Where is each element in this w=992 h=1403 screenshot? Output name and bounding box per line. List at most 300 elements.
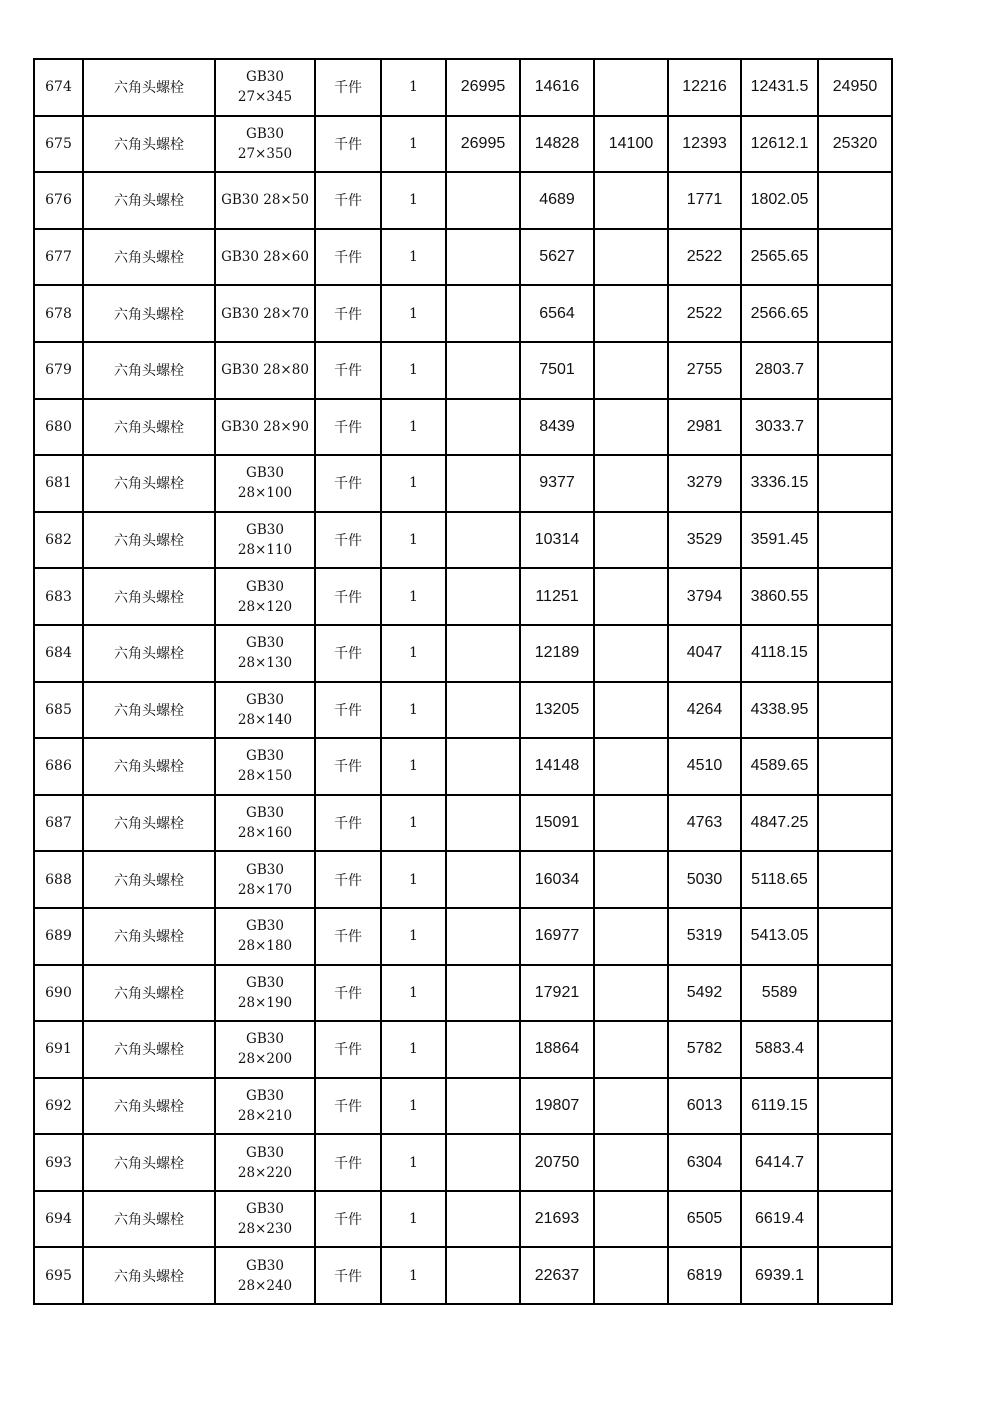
- price-cell-6: [446, 512, 520, 569]
- price-cell-6: [446, 625, 520, 682]
- table-row: [34, 682, 892, 739]
- price-cell-6: [446, 568, 520, 625]
- price-cell-9: 2981: [668, 399, 741, 456]
- price-cell-6: [446, 851, 520, 908]
- quantity-cell: 1: [381, 965, 446, 1022]
- table-row: [34, 116, 892, 173]
- spec-line: GB30: [246, 522, 284, 539]
- table-row: [34, 1021, 892, 1078]
- spec-line: GB30: [246, 861, 284, 878]
- spec-line: GB30: [246, 125, 284, 142]
- price-cell-7: 19807: [520, 1078, 594, 1135]
- quantity-cell: 1: [381, 738, 446, 795]
- table-row: [34, 851, 892, 908]
- row-number-cell: 679: [34, 342, 83, 399]
- item-name-cell: 六角头螺栓: [83, 116, 215, 173]
- row-number-cell: 683: [34, 568, 83, 625]
- spec-line: GB30: [246, 974, 284, 991]
- price-cell-11: [818, 342, 892, 399]
- price-cell-9: 3279: [668, 455, 741, 512]
- price-cell-9: 5782: [668, 1021, 741, 1078]
- price-cell-8: [594, 229, 668, 286]
- price-cell-8: [594, 1247, 668, 1304]
- price-cell-10: 3591.45: [741, 512, 818, 569]
- price-cell-9: 2522: [668, 229, 741, 286]
- row-number-cell: 685: [34, 682, 83, 739]
- price-cell-7: 10314: [520, 512, 594, 569]
- row-number-cell: 687: [34, 795, 83, 852]
- price-cell-6: [446, 342, 520, 399]
- row-number-cell: 677: [34, 229, 83, 286]
- row-number-cell: 678: [34, 285, 83, 342]
- row-number-cell: 684: [34, 625, 83, 682]
- table-row: [34, 285, 892, 342]
- price-cell-8: [594, 795, 668, 852]
- quantity-cell: 1: [381, 229, 446, 286]
- price-cell-7: 21693: [520, 1191, 594, 1248]
- price-cell-6: [446, 965, 520, 1022]
- spec-cell: [215, 1021, 315, 1078]
- spec-cell: [215, 568, 315, 625]
- spec-line: GB30: [246, 748, 284, 765]
- row-number-cell: 694: [34, 1191, 83, 1248]
- quantity-cell: 1: [381, 682, 446, 739]
- quantity-cell: 1: [381, 908, 446, 965]
- price-cell-11: [818, 738, 892, 795]
- table-row: [34, 455, 892, 512]
- spec-cell: [215, 342, 315, 399]
- price-cell-6: [446, 172, 520, 229]
- quantity-cell: 1: [381, 1247, 446, 1304]
- spec-line: 28×140: [237, 711, 293, 728]
- table-row: [34, 568, 892, 625]
- price-cell-11: [818, 512, 892, 569]
- spec-line: 28×190: [237, 994, 293, 1011]
- price-cell-10: 5589: [741, 965, 818, 1022]
- table-row: [34, 399, 892, 456]
- unit-cell: 千件: [315, 965, 381, 1022]
- price-cell-8: 14100: [594, 116, 668, 173]
- price-cell-10: 2565.65: [741, 229, 818, 286]
- unit-cell: 千件: [315, 851, 381, 908]
- spec-line: 28×230: [237, 1221, 293, 1238]
- price-cell-10: 6939.1: [741, 1247, 818, 1304]
- price-cell-9: 6013: [668, 1078, 741, 1135]
- table-row: [34, 512, 892, 569]
- row-number-cell: 691: [34, 1021, 83, 1078]
- price-cell-8: [594, 738, 668, 795]
- spec-line: GB30: [246, 691, 284, 708]
- unit-cell: 千件: [315, 59, 381, 116]
- item-name-cell: 六角头螺栓: [83, 59, 215, 116]
- table-row: [34, 738, 892, 795]
- spec-cell: [215, 851, 315, 908]
- unit-cell: 千件: [315, 1134, 381, 1191]
- price-cell-8: [594, 285, 668, 342]
- price-cell-8: [594, 682, 668, 739]
- item-name-cell: 六角头螺栓: [83, 342, 215, 399]
- spec-line: 28×220: [237, 1164, 293, 1181]
- spec-line: GB30: [246, 805, 284, 822]
- price-cell-8: [594, 965, 668, 1022]
- price-cell-11: [818, 1247, 892, 1304]
- price-cell-10: 6414.7: [741, 1134, 818, 1191]
- price-cell-7: 13205: [520, 682, 594, 739]
- price-cell-9: 4264: [668, 682, 741, 739]
- item-name-cell: 六角头螺栓: [83, 512, 215, 569]
- item-name-cell: 六角头螺栓: [83, 285, 215, 342]
- spec-cell: [215, 625, 315, 682]
- unit-cell: 千件: [315, 229, 381, 286]
- table-row: [34, 1078, 892, 1135]
- table-row: [34, 229, 892, 286]
- price-cell-7: 9377: [520, 455, 594, 512]
- quantity-cell: 1: [381, 568, 446, 625]
- spec-line: 27×345: [237, 89, 293, 106]
- unit-cell: 千件: [315, 512, 381, 569]
- price-cell-10: 1802.05: [741, 172, 818, 229]
- price-cell-10: 6619.4: [741, 1191, 818, 1248]
- spec-line: GB30: [246, 1257, 284, 1274]
- price-cell-9: 4763: [668, 795, 741, 852]
- price-table: [33, 58, 893, 1305]
- price-cell-11: [818, 851, 892, 908]
- spec-line: GB30: [246, 69, 284, 86]
- price-cell-6: [446, 908, 520, 965]
- spec-line: GB30 28×50: [221, 192, 309, 209]
- quantity-cell: 1: [381, 1078, 446, 1135]
- unit-cell: 千件: [315, 455, 381, 512]
- spec-line: GB30 28×80: [221, 362, 309, 379]
- spec-cell: [215, 682, 315, 739]
- price-cell-8: [594, 1134, 668, 1191]
- price-cell-11: [818, 625, 892, 682]
- item-name-cell: 六角头螺栓: [83, 172, 215, 229]
- spec-line: GB30: [246, 635, 284, 652]
- price-cell-8: [594, 342, 668, 399]
- price-cell-11: [818, 1134, 892, 1191]
- spec-line: 28×210: [237, 1107, 293, 1124]
- price-cell-6: [446, 1247, 520, 1304]
- spec-cell: [215, 172, 315, 229]
- unit-cell: 千件: [315, 399, 381, 456]
- item-name-cell: 六角头螺栓: [83, 851, 215, 908]
- spec-line: GB30: [246, 1087, 284, 1104]
- quantity-cell: 1: [381, 342, 446, 399]
- item-name-cell: 六角头螺栓: [83, 568, 215, 625]
- item-name-cell: 六角头螺栓: [83, 1078, 215, 1135]
- unit-cell: 千件: [315, 1191, 381, 1248]
- spec-cell: [215, 455, 315, 512]
- item-name-cell: 六角头螺栓: [83, 229, 215, 286]
- price-cell-6: [446, 795, 520, 852]
- price-cell-8: [594, 1021, 668, 1078]
- price-cell-11: [818, 455, 892, 512]
- price-cell-8: [594, 1191, 668, 1248]
- spec-cell: [215, 795, 315, 852]
- spec-cell: [215, 738, 315, 795]
- price-cell-6: [446, 1021, 520, 1078]
- unit-cell: 千件: [315, 738, 381, 795]
- row-number-cell: 692: [34, 1078, 83, 1135]
- price-cell-11: [818, 1021, 892, 1078]
- price-cell-10: 12431.5: [741, 59, 818, 116]
- price-cell-8: [594, 1078, 668, 1135]
- price-cell-9: 2755: [668, 342, 741, 399]
- spec-line: 28×160: [237, 825, 293, 842]
- row-number-cell: 689: [34, 908, 83, 965]
- price-cell-9: 3794: [668, 568, 741, 625]
- spec-cell: [215, 116, 315, 173]
- spec-line: GB30 28×60: [221, 249, 309, 266]
- price-cell-7: 15091: [520, 795, 594, 852]
- spec-cell: [215, 285, 315, 342]
- price-cell-8: [594, 59, 668, 116]
- row-number-cell: 676: [34, 172, 83, 229]
- price-cell-7: 16977: [520, 908, 594, 965]
- price-cell-6: [446, 455, 520, 512]
- spec-cell: [215, 908, 315, 965]
- price-cell-7: 11251: [520, 568, 594, 625]
- row-number-cell: 686: [34, 738, 83, 795]
- price-cell-7: 14616: [520, 59, 594, 116]
- price-cell-10: 4118.15: [741, 625, 818, 682]
- spec-cell: [215, 965, 315, 1022]
- item-name-cell: 六角头螺栓: [83, 908, 215, 965]
- spec-line: GB30: [246, 1144, 284, 1161]
- table-row: [34, 342, 892, 399]
- price-cell-8: [594, 625, 668, 682]
- table-row: [34, 59, 892, 116]
- price-cell-8: [594, 568, 668, 625]
- spec-cell: [215, 1078, 315, 1135]
- price-cell-11: [818, 285, 892, 342]
- price-cell-11: [818, 568, 892, 625]
- price-cell-8: [594, 399, 668, 456]
- price-cell-9: 5492: [668, 965, 741, 1022]
- price-cell-7: 14148: [520, 738, 594, 795]
- price-cell-6: [446, 1191, 520, 1248]
- price-cell-6: [446, 1134, 520, 1191]
- price-cell-11: [818, 229, 892, 286]
- price-cell-7: 18864: [520, 1021, 594, 1078]
- unit-cell: 千件: [315, 625, 381, 682]
- spec-line: GB30: [246, 578, 284, 595]
- price-cell-6: 26995: [446, 116, 520, 173]
- spec-line: 28×200: [237, 1051, 293, 1068]
- item-name-cell: 六角头螺栓: [83, 399, 215, 456]
- price-cell-11: [818, 1191, 892, 1248]
- price-cell-11: [818, 908, 892, 965]
- spec-cell: [215, 1134, 315, 1191]
- row-number-cell: 675: [34, 116, 83, 173]
- item-name-cell: 六角头螺栓: [83, 738, 215, 795]
- table-row: [34, 172, 892, 229]
- table-row: [34, 1191, 892, 1248]
- table-row: [34, 965, 892, 1022]
- price-cell-7: 4689: [520, 172, 594, 229]
- price-cell-7: 16034: [520, 851, 594, 908]
- price-cell-8: [594, 172, 668, 229]
- unit-cell: 千件: [315, 1021, 381, 1078]
- spec-line: 28×180: [237, 938, 293, 955]
- quantity-cell: 1: [381, 285, 446, 342]
- item-name-cell: 六角头螺栓: [83, 682, 215, 739]
- item-name-cell: 六角头螺栓: [83, 795, 215, 852]
- unit-cell: 千件: [315, 172, 381, 229]
- price-cell-10: 4338.95: [741, 682, 818, 739]
- price-cell-7: 14828: [520, 116, 594, 173]
- spec-line: 28×130: [237, 655, 293, 672]
- row-number-cell: 688: [34, 851, 83, 908]
- price-cell-9: 12216: [668, 59, 741, 116]
- unit-cell: 千件: [315, 682, 381, 739]
- spec-line: GB30: [246, 465, 284, 482]
- quantity-cell: 1: [381, 399, 446, 456]
- unit-cell: 千件: [315, 795, 381, 852]
- spec-line: GB30 28×70: [221, 305, 309, 322]
- price-cell-10: 2566.65: [741, 285, 818, 342]
- item-name-cell: 六角头螺栓: [83, 1134, 215, 1191]
- unit-cell: 千件: [315, 908, 381, 965]
- price-cell-11: [818, 682, 892, 739]
- price-cell-7: 20750: [520, 1134, 594, 1191]
- item-name-cell: 六角头螺栓: [83, 625, 215, 682]
- price-cell-11: [818, 172, 892, 229]
- price-cell-8: [594, 908, 668, 965]
- unit-cell: 千件: [315, 116, 381, 173]
- row-number-cell: 680: [34, 399, 83, 456]
- price-cell-7: 12189: [520, 625, 594, 682]
- price-cell-8: [594, 512, 668, 569]
- spec-line: 28×170: [237, 881, 293, 898]
- price-cell-9: 12393: [668, 116, 741, 173]
- price-cell-9: 5030: [668, 851, 741, 908]
- spec-cell: [215, 1191, 315, 1248]
- row-number-cell: 693: [34, 1134, 83, 1191]
- price-cell-9: 4510: [668, 738, 741, 795]
- price-cell-11: 24950: [818, 59, 892, 116]
- row-number-cell: 674: [34, 59, 83, 116]
- quantity-cell: 1: [381, 59, 446, 116]
- spec-cell: [215, 229, 315, 286]
- price-cell-9: 2522: [668, 285, 741, 342]
- price-cell-10: 3860.55: [741, 568, 818, 625]
- quantity-cell: 1: [381, 455, 446, 512]
- price-cell-10: 4847.25: [741, 795, 818, 852]
- price-cell-7: 17921: [520, 965, 594, 1022]
- price-cell-11: [818, 399, 892, 456]
- item-name-cell: 六角头螺栓: [83, 1191, 215, 1248]
- price-cell-9: 6505: [668, 1191, 741, 1248]
- price-cell-9: 4047: [668, 625, 741, 682]
- quantity-cell: 1: [381, 172, 446, 229]
- price-cell-11: 25320: [818, 116, 892, 173]
- spec-line: 27×350: [237, 145, 293, 162]
- price-cell-6: [446, 1078, 520, 1135]
- price-cell-6: [446, 229, 520, 286]
- table-row: [34, 1247, 892, 1304]
- quantity-cell: 1: [381, 512, 446, 569]
- unit-cell: 千件: [315, 285, 381, 342]
- item-name-cell: 六角头螺栓: [83, 1021, 215, 1078]
- unit-cell: 千件: [315, 1247, 381, 1304]
- price-cell-7: 8439: [520, 399, 594, 456]
- price-cell-10: 6119.15: [741, 1078, 818, 1135]
- item-name-cell: 六角头螺栓: [83, 965, 215, 1022]
- item-name-cell: 六角头螺栓: [83, 455, 215, 512]
- price-cell-10: 12612.1: [741, 116, 818, 173]
- price-cell-9: 1771: [668, 172, 741, 229]
- price-cell-8: [594, 455, 668, 512]
- quantity-cell: 1: [381, 625, 446, 682]
- price-cell-7: 5627: [520, 229, 594, 286]
- price-cell-10: 3033.7: [741, 399, 818, 456]
- price-cell-6: [446, 285, 520, 342]
- spec-cell: [215, 59, 315, 116]
- spec-line: GB30: [246, 1031, 284, 1048]
- price-cell-9: 6304: [668, 1134, 741, 1191]
- price-cell-6: 26995: [446, 59, 520, 116]
- table-body: [34, 59, 892, 1304]
- unit-cell: 千件: [315, 568, 381, 625]
- table-row: [34, 908, 892, 965]
- price-cell-7: 22637: [520, 1247, 594, 1304]
- price-cell-10: 4589.65: [741, 738, 818, 795]
- row-number-cell: 690: [34, 965, 83, 1022]
- price-cell-10: 5883.4: [741, 1021, 818, 1078]
- unit-cell: 千件: [315, 1078, 381, 1135]
- table-row: [34, 795, 892, 852]
- spec-line: 28×240: [237, 1277, 293, 1294]
- row-number-cell: 695: [34, 1247, 83, 1304]
- price-cell-6: [446, 738, 520, 795]
- price-cell-10: 3336.15: [741, 455, 818, 512]
- price-cell-6: [446, 399, 520, 456]
- table-row: [34, 1134, 892, 1191]
- quantity-cell: 1: [381, 1021, 446, 1078]
- price-cell-9: 3529: [668, 512, 741, 569]
- item-name-cell: 六角头螺栓: [83, 1247, 215, 1304]
- spec-line: 28×110: [237, 542, 293, 559]
- price-cell-10: 2803.7: [741, 342, 818, 399]
- quantity-cell: 1: [381, 851, 446, 908]
- spec-cell: [215, 1247, 315, 1304]
- price-cell-11: [818, 965, 892, 1022]
- spec-line: GB30: [246, 918, 284, 935]
- spec-cell: [215, 512, 315, 569]
- spec-line: 28×120: [237, 598, 293, 615]
- price-cell-6: [446, 682, 520, 739]
- price-cell-9: 6819: [668, 1247, 741, 1304]
- price-cell-7: 7501: [520, 342, 594, 399]
- price-cell-9: 5319: [668, 908, 741, 965]
- price-cell-8: [594, 851, 668, 908]
- price-cell-7: 6564: [520, 285, 594, 342]
- spec-line: GB30 28×90: [221, 418, 309, 435]
- quantity-cell: 1: [381, 1191, 446, 1248]
- table-row: [34, 625, 892, 682]
- quantity-cell: 1: [381, 1134, 446, 1191]
- spec-cell: [215, 399, 315, 456]
- price-cell-10: 5118.65: [741, 851, 818, 908]
- price-cell-10: 5413.05: [741, 908, 818, 965]
- quantity-cell: 1: [381, 116, 446, 173]
- row-number-cell: 682: [34, 512, 83, 569]
- quantity-cell: 1: [381, 795, 446, 852]
- row-number-cell: 681: [34, 455, 83, 512]
- spec-line: 28×150: [237, 768, 293, 785]
